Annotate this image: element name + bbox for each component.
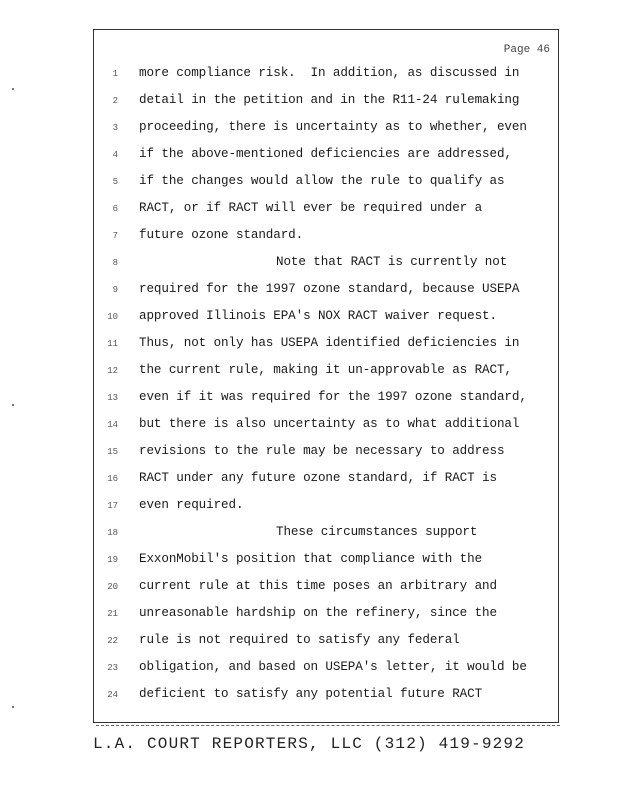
line-text: revisions to the rule may be necessary to address — [139, 444, 505, 458]
line-number: 21 — [107, 609, 118, 619]
line-number: 17 — [107, 501, 118, 511]
line-number: 5 — [112, 177, 118, 187]
line-number: 10 — [107, 312, 118, 322]
line-text: if the above-mentioned deficiencies are addressed, — [139, 147, 512, 161]
line-text: the current rule, making it un-approvable as RACT, — [139, 363, 512, 377]
transcript-line — [94, 389, 558, 416]
line-number: 11 — [107, 339, 118, 349]
line-text: RACT under any future ozone standard, if RACT is — [139, 471, 497, 485]
line-text: more compliance risk. In addition, as discussed in — [139, 66, 520, 80]
transcript-line — [94, 632, 558, 659]
transcript-line — [94, 281, 558, 308]
line-number: 3 — [112, 123, 118, 133]
transcript-line — [94, 308, 558, 335]
line-number: 4 — [112, 150, 118, 160]
line-number: 8 — [112, 258, 118, 268]
line-text: even if it was required for the 1997 ozone standard, — [139, 390, 527, 404]
transcript-line — [94, 173, 558, 200]
transcript-line — [94, 146, 558, 173]
line-text: Note that RACT is currently not — [276, 255, 508, 269]
transcript-line — [94, 686, 558, 713]
line-number: 12 — [107, 366, 118, 376]
line-number: 20 — [107, 582, 118, 592]
line-text: Thus, not only has USEPA identified deficiencies in — [139, 336, 520, 350]
line-text: ExxonMobil's position that compliance with the — [139, 552, 483, 566]
transcript-line — [94, 578, 558, 605]
line-number: 22 — [107, 636, 118, 646]
line-number: 7 — [112, 231, 118, 241]
transcript-page — [93, 29, 559, 723]
transcript-line — [94, 362, 558, 389]
page-number: Page 46 — [503, 44, 550, 56]
line-number: 19 — [107, 555, 118, 565]
line-number: 6 — [112, 204, 118, 214]
margin-mark — [12, 404, 14, 406]
line-text: required for the 1997 ozone standard, because USEPA — [139, 282, 520, 296]
reporter-footer: L.A. COURT REPORTERS, LLC (312) 419-9292 — [92, 735, 526, 753]
line-number: 2 — [112, 96, 118, 106]
transcript-line — [94, 200, 558, 227]
transcript-line — [94, 470, 558, 497]
line-number: 18 — [107, 528, 118, 538]
line-text: if the changes would allow the rule to qualify as — [139, 174, 505, 188]
transcript-line — [94, 227, 558, 254]
line-text: current rule at this time poses an arbitrary and — [139, 579, 497, 593]
line-number: 16 — [107, 474, 118, 484]
line-text: future ozone standard. — [139, 228, 304, 242]
line-text: obligation, and based on USEPA's letter, it would be — [139, 660, 527, 674]
transcript-line — [94, 92, 558, 119]
line-text: but there is also uncertainty as to what additional — [139, 417, 520, 431]
line-number: 1 — [112, 69, 118, 79]
line-text: These circumstances support — [276, 525, 478, 539]
transcript-line — [94, 416, 558, 443]
line-number: 23 — [107, 663, 118, 673]
transcript-line — [94, 65, 558, 92]
line-number: 9 — [112, 285, 118, 295]
line-number: 14 — [107, 420, 118, 430]
line-text: proceeding, there is uncertainty as to whether, even — [139, 120, 527, 134]
transcript-line — [94, 497, 558, 524]
line-text: approved Illinois EPA's NOX RACT waiver request. — [139, 309, 497, 323]
margin-mark — [12, 706, 14, 708]
line-text: deficient to satisfy any potential future RACT — [139, 687, 483, 701]
transcript-line — [94, 254, 558, 281]
transcript-line — [94, 524, 558, 551]
line-text: even required. — [139, 498, 244, 512]
transcript-line — [94, 551, 558, 578]
transcript-line — [94, 119, 558, 146]
line-text: RACT, or if RACT will ever be required under a — [139, 201, 483, 215]
line-text: detail in the petition and in the R11-24 rulemaking — [139, 93, 520, 107]
line-number: 13 — [107, 393, 118, 403]
transcript-line — [94, 605, 558, 632]
line-number: 15 — [107, 447, 118, 457]
transcript-lines — [94, 65, 558, 713]
line-text: rule is not required to satisfy any federal — [139, 633, 460, 647]
line-text: unreasonable hardship on the refinery, since the — [139, 606, 497, 620]
transcript-line — [94, 335, 558, 362]
line-number: 24 — [107, 690, 118, 700]
transcript-line — [94, 443, 558, 470]
margin-mark — [12, 88, 14, 90]
transcript-line — [94, 659, 558, 686]
